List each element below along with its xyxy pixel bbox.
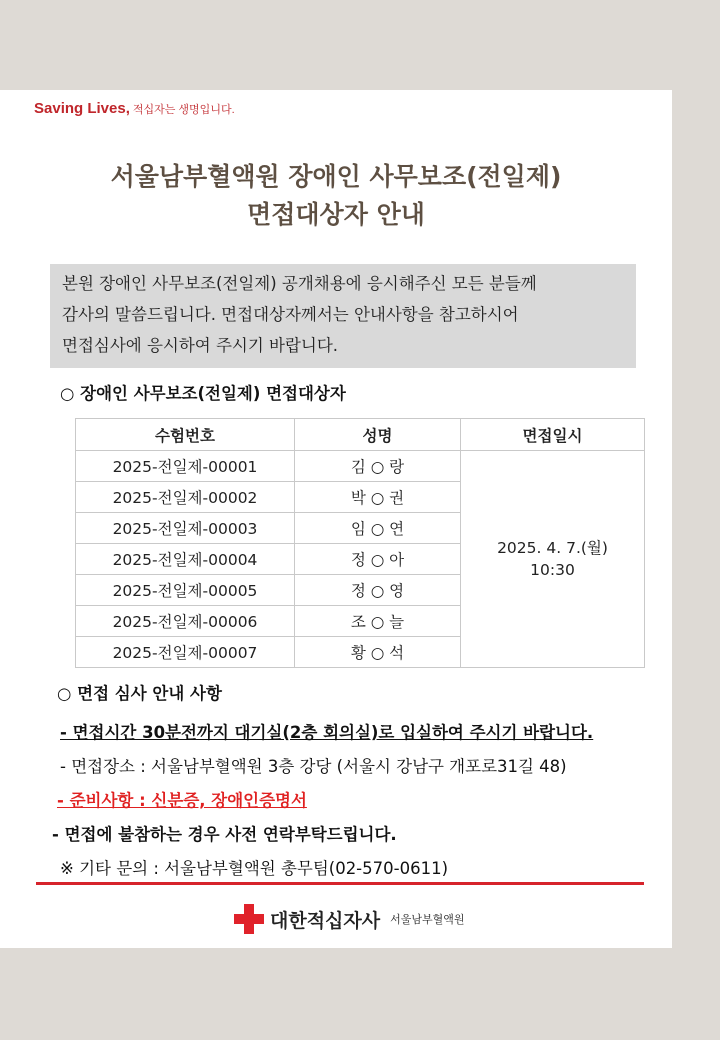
cell-name: 조 ○ 늘 xyxy=(295,606,461,637)
cell-exam-number: 2025-전일제-00006 xyxy=(76,606,295,637)
title-line-1: 서울남부혈액원 장애인 사무보조(전일제) xyxy=(110,162,562,191)
red-cross-icon xyxy=(234,904,264,934)
header-exam-number: 수험번호 xyxy=(76,419,295,451)
candidate-table xyxy=(75,418,645,668)
intro-line: 면접심사에 응시하여 주시기 바랍니다. xyxy=(62,336,339,355)
slogan xyxy=(34,100,235,117)
cell-exam-number: 2025-전일제-00005 xyxy=(76,575,295,606)
divider-line xyxy=(36,882,644,885)
header-interview-datetime: 면접일시 xyxy=(461,419,645,451)
cell-name: 임 ○ 연 xyxy=(295,513,461,544)
interview-time: 10:30 xyxy=(530,561,575,579)
cell-exam-number: 2025-전일제-00004 xyxy=(76,544,295,575)
footer-org-name: 대한적십자사 xyxy=(270,909,381,932)
title-line-2: 면접대상자 안내 xyxy=(247,200,425,229)
cell-name: 정 ○ 영 xyxy=(295,575,461,606)
note-location: - 면접장소 : 서울남부혈액원 3층 강당 (서울시 강남구 개포로31길 48) xyxy=(60,757,567,776)
interview-date: 2025. 4. 7.(월) xyxy=(497,539,608,557)
cell-name: 정 ○ 아 xyxy=(295,544,461,575)
section-heading-candidates: ○ 장애인 사무보조(전일제) 면접대상자 xyxy=(60,384,346,403)
page-title xyxy=(0,158,672,234)
cell-exam-number: 2025-전일제-00003 xyxy=(76,513,295,544)
section-heading-guidance: ○ 면접 심사 안내 사항 xyxy=(57,684,222,703)
slogan-en: Saving Lives, xyxy=(34,100,130,117)
cell-name: 황 ○ 석 xyxy=(295,637,461,668)
cell-exam-number: 2025-전일제-00002 xyxy=(76,482,295,513)
footer-branch-name: 서울남부혈액원 xyxy=(390,913,465,926)
intro-line: 본원 장애인 사무보조(전일제) 공개채용에 응시해주신 모든 분들께 xyxy=(62,274,537,293)
header-name: 성명 xyxy=(295,419,461,451)
note-arrival-time: - 면접시간 30분전까지 대기실(2층 회의실)로 입실하여 주시기 바랍니다. xyxy=(60,723,594,742)
cell-interview-datetime xyxy=(461,451,645,668)
intro-line: 감사의 말씀드립니다. 면접대상자께서는 안내사항을 참고하시어 xyxy=(62,305,519,324)
note-required-documents: - 준비사항 : 신분증, 장애인증명서 xyxy=(57,791,307,810)
cell-name: 박 ○ 권 xyxy=(295,482,461,513)
cell-exam-number: 2025-전일제-00001 xyxy=(76,451,295,482)
footer-logo xyxy=(234,903,465,935)
note-inquiry: ※ 기타 문의 : 서울남부혈액원 총무팀(02-570-0611) xyxy=(60,859,449,878)
notice-page xyxy=(0,90,672,948)
table-row xyxy=(76,451,645,482)
note-absence-contact: - 면접에 불참하는 경우 사전 연락부탁드립니다. xyxy=(52,825,397,844)
table-header-row xyxy=(76,419,645,451)
intro-box xyxy=(50,264,636,368)
cell-name: 김 ○ 랑 xyxy=(295,451,461,482)
cell-exam-number: 2025-전일제-00007 xyxy=(76,637,295,668)
slogan-ko: 적십자는 생명입니다. xyxy=(132,104,235,116)
